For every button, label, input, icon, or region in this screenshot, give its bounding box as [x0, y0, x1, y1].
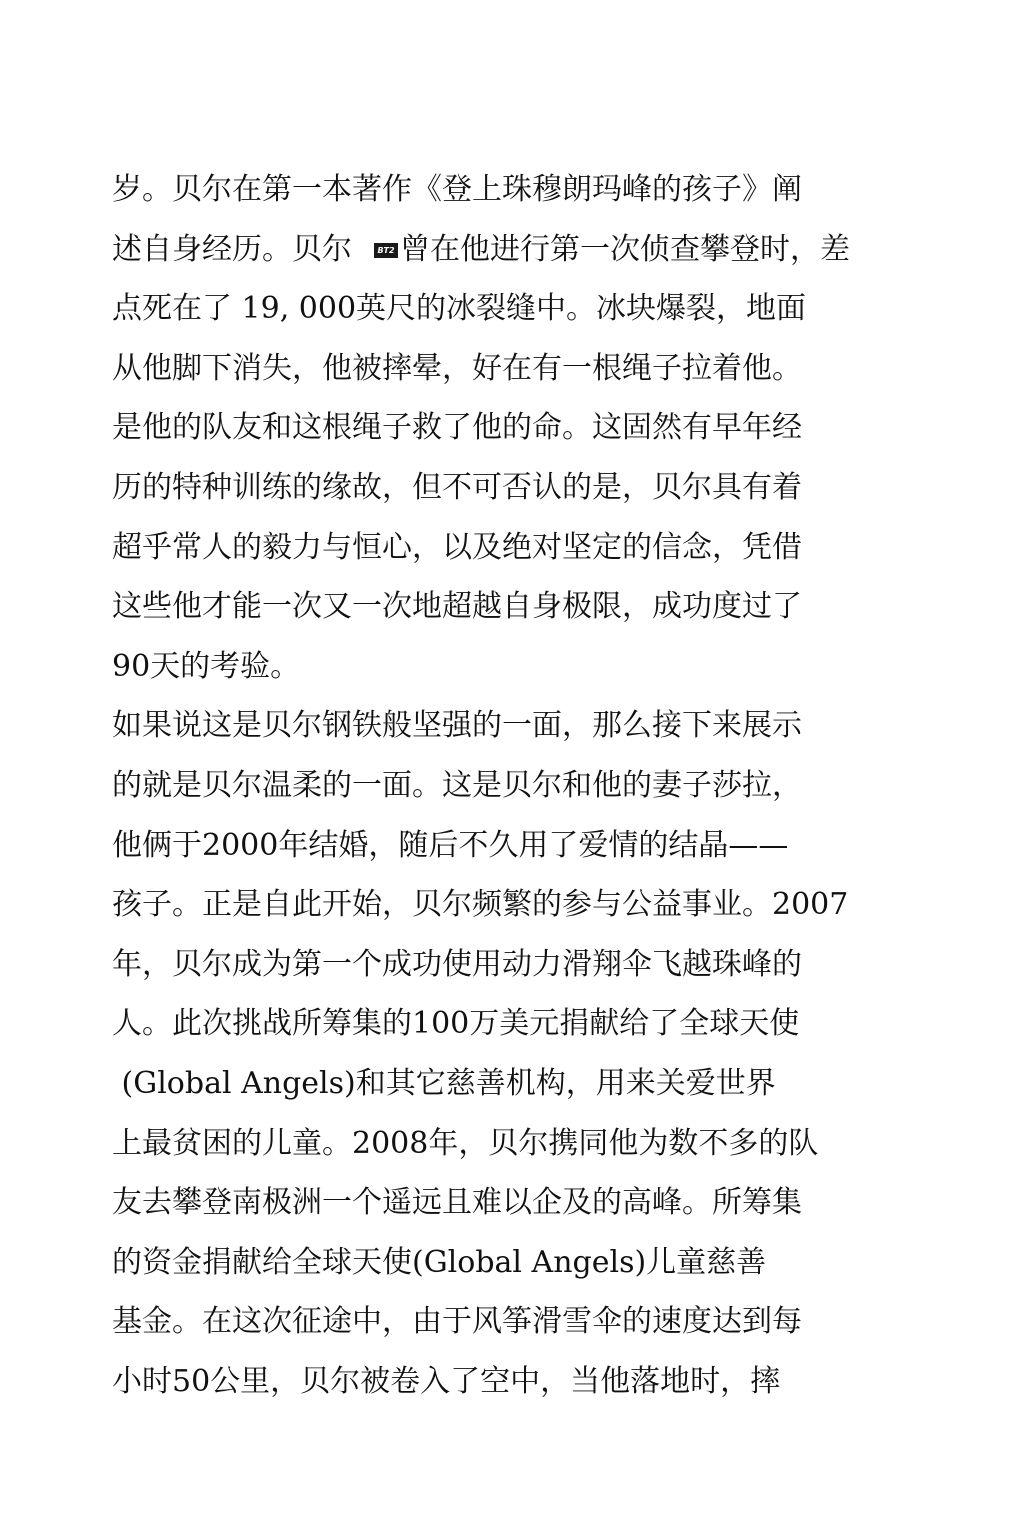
- text-line: 的资金捐献给全球天使(Global Angels)儿童慈善: [112, 1244, 767, 1280]
- text-line: 超乎常人的毅力与恒心，以及绝对坚定的信念，凭借: [112, 529, 802, 565]
- text-line: (Global Angels)和其它慈善机构，用来关爱世界: [112, 1065, 776, 1101]
- text-line: [112, 220, 912, 280]
- text-line: 孩子。正是自此开始，贝尔频繁的参与公益事业。2007: [112, 887, 849, 923]
- text-segment: 述自身经历。贝尔: [112, 231, 352, 267]
- text-line: 的就是贝尔温柔的一面。这是贝尔和他的妻子莎拉，: [112, 767, 802, 803]
- text-line: 基金。在这次征途中，由于风筝滑雪伞的速度达到每: [112, 1304, 802, 1340]
- text-line: 上最贫困的儿童。2008年，贝尔携同他为数不多的队: [112, 1125, 819, 1161]
- text-line: 人。此次挑战所筹集的100万美元捐献给了全球天使: [112, 1006, 800, 1042]
- text-line: 年，贝尔成为第一个成功使用动力滑翔伞飞越珠峰的: [112, 946, 802, 982]
- text-line: 历的特种训练的缘故，但不可否认的是，贝尔具有着: [112, 469, 802, 505]
- text-line: 从他脚下消失，他被摔晕，好在有一根绳子拉着他。: [112, 350, 802, 386]
- text-line: 友去攀登南极洲一个遥远且难以企及的高峰。所筹集: [112, 1185, 802, 1221]
- text-line: 如果说这是贝尔钢铁般坚强的一面，那么接下来展示: [112, 708, 802, 744]
- inline-mark-icon: BT2: [374, 243, 398, 258]
- text-line: 是他的队友和这根绳子救了他的命。这固然有早年经: [112, 410, 802, 446]
- text-line: 点死在了 19, 000英尺的冰裂缝中。冰块爆裂，地面: [112, 291, 807, 327]
- text-line: 90天的考验。: [112, 648, 301, 684]
- text-line: 小时50公里，贝尔被卷入了空中，当他落地时，摔: [112, 1363, 781, 1399]
- text-line: 他俩于2000年结婚，随后不久用了爱情的结晶——: [112, 827, 789, 863]
- text-line: 这些他才能一次又一次地超越自身极限，成功度过了: [112, 589, 802, 625]
- body-text: [112, 160, 912, 1411]
- text-segment: 曾在他进行第一次侦查攀登时，差: [400, 231, 850, 267]
- text-line: 岁。贝尔在第一本著作《登上珠穆朗玛峰的孩子》阐: [112, 172, 802, 207]
